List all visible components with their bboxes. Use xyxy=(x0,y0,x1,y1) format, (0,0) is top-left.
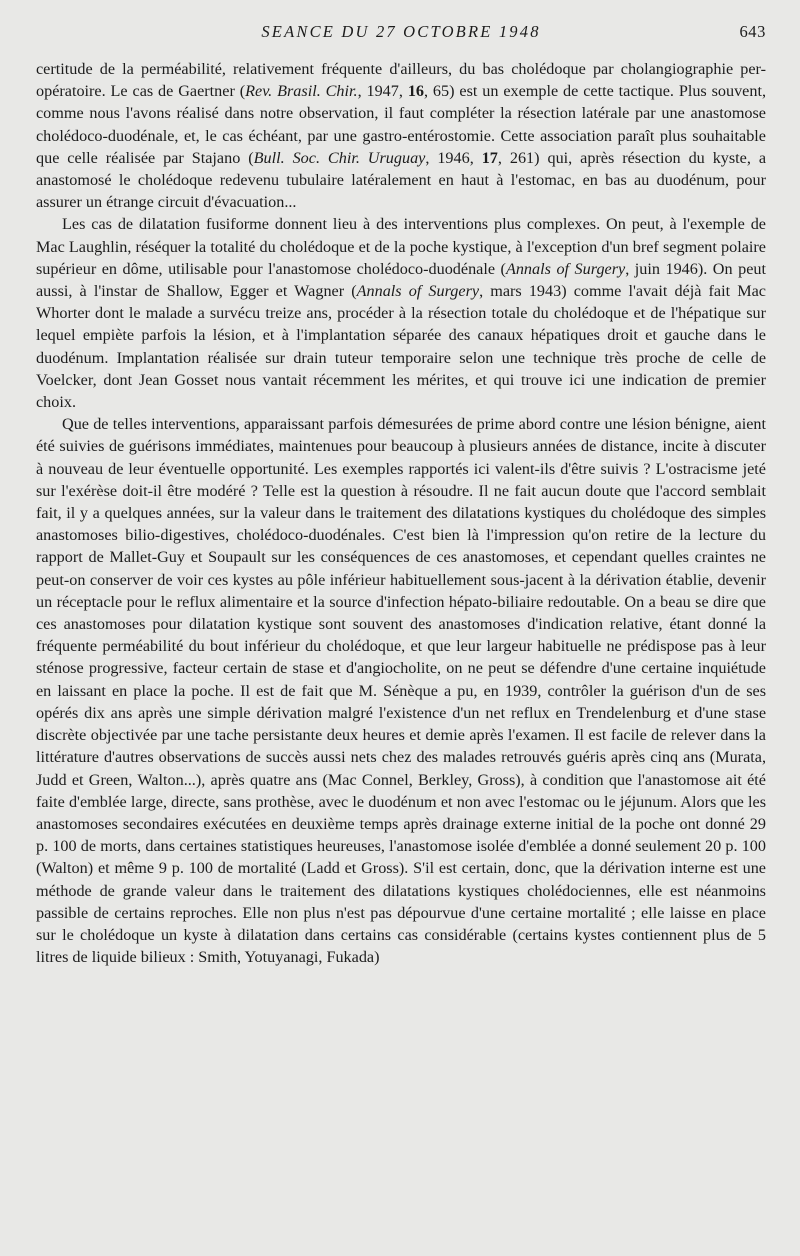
running-head xyxy=(36,22,766,52)
running-title: SEANCE DU 27 OCTOBRE 1948 xyxy=(261,22,541,41)
page-number: 643 xyxy=(739,22,766,41)
paragraph xyxy=(36,58,766,213)
text-run: , juin 1946). On peut aussi, à l'instar de Shallow, Egger et Wagner ( xyxy=(36,259,766,301)
text-run: , mars 1943) comme l'avait déjà fait Mac Whorter dont le malade a survécu treize ans, procéder à la résection totale du cholédoque et de l'hépatique sur lequel empiète parfois la lésion, et à l'implantation séparée des canaux hépatiques droit et gauche dans le duodénum. Implantation réalisée sur drain tuteur temporaire selon une technique très proche de celle de Voelcker, dont Jean Gosset nous vantait récemment les mérites, et qui trouve ici une indication de premier choix. xyxy=(36,282,766,412)
text-run: certitude de la perméabilité, relativement fréquente d'ailleurs, du bas cholédoque par cholangiographie per-opératoire. Le cas de Gaertner ( xyxy=(36,60,766,101)
bold-run: 16 xyxy=(407,82,424,101)
text-run: , 1947, xyxy=(357,82,408,101)
paragraph xyxy=(36,413,766,968)
italic-run: Annals of Surgery xyxy=(356,282,480,301)
text-run: Les cas de dilatation fusiforme donnent lieu à des interventions plus complexes. On peut, à l'exemple de Mac Laughlin, réséquer la totalité du cholédoque et de la poche kystique, à l'exception d'un bref segment polaire supérieur en dôme, utilisable pour l'anastomose cholédoco-duodénale ( xyxy=(36,215,766,278)
text-run: , 261) qui, après résection du kyste, a anastomosé le cholédoque redevenu tubulaire latéralement en haut à l'estomac, en bas au duodénum, pour assurer un étrange circuit d'évacuation... xyxy=(36,148,767,212)
paragraph xyxy=(36,213,766,413)
italic-run: Bull. Soc. Chir. Uruguay xyxy=(253,148,426,167)
bold-run: 17 xyxy=(481,148,498,167)
italic-run: Rev. Brasil. Chir. xyxy=(245,82,358,101)
text-run: Que de telles interventions, apparaissant parfois démesurées de prime abord contre une lésion bénigne, aient été suivies de guérisons immédiates, maintenues pour beaucoup à plusieurs années de distance, incite à discuter à nouveau de leur éventuelle opportunité. Les exemples rapportés ici valent-ils d'être suivis ? L'ostracisme jeté sur l'exérèse doit-il être modéré ? Telle est la question à résoudre. Il ne fait aucun doute que l'accord semblait fait, il y a quelques années, sur la valeur dans le traitement des dilatations kystiques du cholédoque des simples anastomoses bilio-digestives, cholédoco-duodénales. C'est bien là l'impression qu'on retire de la lecture du rapport de Mallet-Guy et Soupault sur les conséquences de ces anastomoses, et cependant quelles craintes ne peut-on conserver de voir ces kystes au pôle inférieur habituellement sous-jacent à la dérivation établie, devenir un réceptacle pour le reflux alimentaire et la source d'infection hépato-biliaire redoutable. On a beau se dire que ces anastomoses pour dilatation kystique sont souvent des anastomoses d'indication relative, étant donné la fréquente perméabilité du bout inférieur du cholédoque, et que leur largeur habituelle ne prédispose pas à leur sténose progressive, facteur certain de stase et d'angiocholite, on ne peut se défendre d'une certaine inquiétude en laissant en place la poche. Il est de fait que M. Sénèque a pu, en 1939, contrôler la guérison d'un de ses opérés dix ans après une simple dérivation malgré l'existence d'un net reflux en Trendelenburg et d'une stase discrète objectivée par une tache persistante deux heures et demie après l'examen. Il est facile de relever dans la littérature d'autres observations de succès aussi nets chez des malades retrouvés guéris après cinq ans (Murata, Judd et Green, Walton...), après quatre ans (Mac Connel, Berkley, Gross), à condition que l'anastomose ait été faite d'emblée large, directe, sans prothèse, avec le duodénum et non avec l'estomac ou le jéjunum. Alors que les anastomoses secondaires exécutées en deuxième temps après drainage externe initial de la poche ont donné 29 p. 100 de morts, dans certaines statistiques heureuses, l'anastomose isolée d'emblée a donné seulement 20 p. 100 (Walton) et même 9 p. 100 de mortalité (Ladd et Gross). S'il est certain, donc, que la dérivation interne est une méthode de grande valeur dans le traitement des dilatations kystiques cholédociennes, elle est néanmoins passible de certains reproches. Elle non plus n'est pas dépourvue d'une certaine mortalité ; elle laisse en place sur le cholédoque un kyste à dilatation dans certains cas considérable (certains kystes contiennent plus de 5 litres de liquide bilieux : Smith, Yotuyanagi, Fukada) xyxy=(36,415,766,967)
body-text xyxy=(36,58,766,968)
text-run: , 1946, xyxy=(425,148,482,167)
text-run: , 65) est un exemple de cette tactique. Plus souvent, comme nous l'avons réalisé dans notre observation, il faut compléter la résection latérale par une anastomose cholédoco-duodénale, et, le cas échéant, par une gastro-entérostomie. Cette association paraît plus souhaitable que celle réalisée par Stajano ( xyxy=(36,82,767,167)
italic-run: Annals of Surgery xyxy=(505,259,626,278)
